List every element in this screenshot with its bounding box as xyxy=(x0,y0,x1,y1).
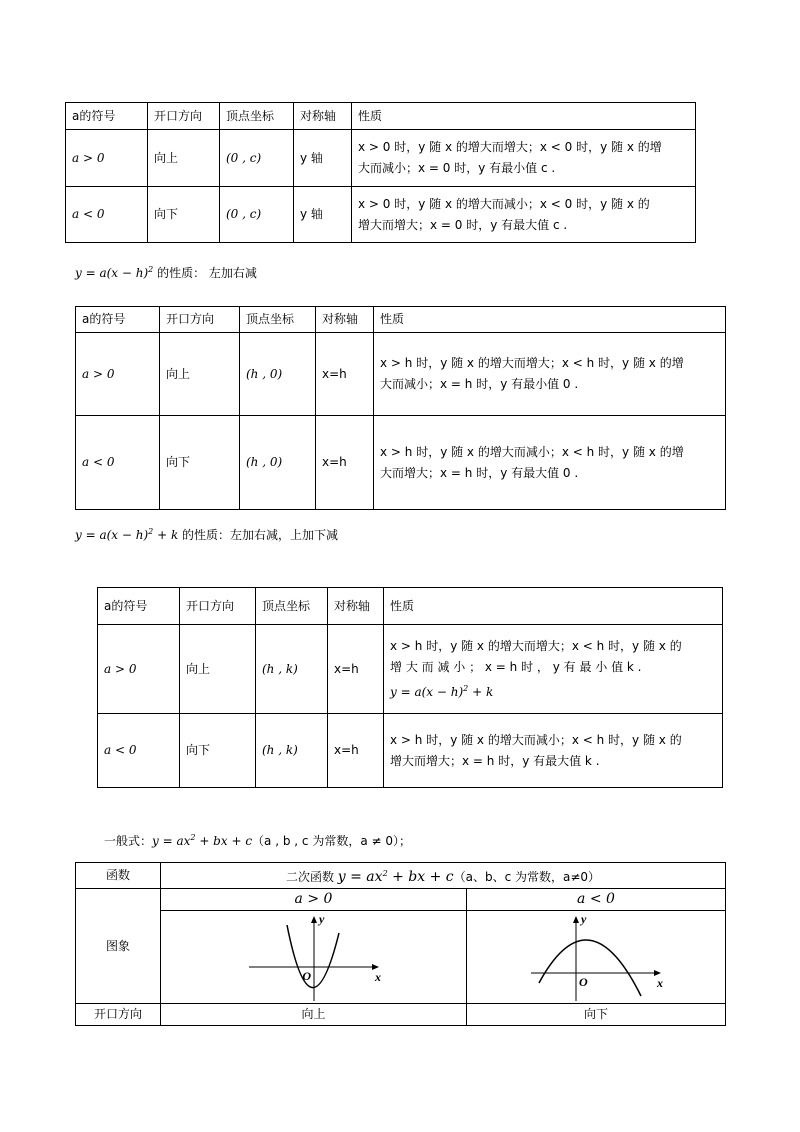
origin-label: O xyxy=(301,969,311,983)
table-row xyxy=(76,333,726,416)
vertex-cell: (h , 0) xyxy=(240,416,316,510)
vertex-cell: (h , k) xyxy=(256,714,328,788)
axis-cell: x=h xyxy=(328,714,384,788)
table-row-graphs xyxy=(76,911,726,1004)
vertex-cell: (h , 0) xyxy=(240,333,316,416)
header-sign: a的符号 xyxy=(66,103,148,130)
property-line: x > h 时，y 随 x 的增大而减小；x < h 时，y 随 x 的增 xyxy=(380,444,684,459)
function-exponent: 2 xyxy=(382,869,388,878)
open-direction-upward: 向上 xyxy=(161,1004,467,1026)
sign-cell: a < 0 xyxy=(66,187,148,243)
header-property: 性质 xyxy=(374,307,726,333)
table-row xyxy=(66,130,696,187)
caption-formula: y = ax xyxy=(152,834,191,848)
table-row xyxy=(66,187,696,243)
function-title xyxy=(161,863,726,889)
x-axis-label: x xyxy=(657,976,663,990)
property-line: x > h 时，y 随 x 的增大而增大；x < h 时，y 随 x 的 xyxy=(390,638,682,653)
upward-parabola-graph xyxy=(239,911,389,1003)
function-title-prefix: 二次函数 xyxy=(285,870,338,884)
sign-cell: a > 0 xyxy=(66,130,148,187)
sign-cell: a < 0 xyxy=(98,714,180,788)
axis-cell: x=h xyxy=(328,625,384,714)
header-open: 开口方向 xyxy=(180,588,256,625)
open-cell: 向上 xyxy=(160,333,240,416)
table-row xyxy=(76,416,726,510)
caption-text: 的性质： 左加右减 xyxy=(153,266,257,280)
axis-cell: y 轴 xyxy=(294,187,352,243)
property-line: 大而减小；x = h 时，y 有最小值 0 . xyxy=(380,377,579,391)
property-line: 增大而增大；x = 0 时，y 有最大值 c . xyxy=(358,217,568,232)
caption-formula-tail: + k xyxy=(153,528,179,542)
image-label: 图象 xyxy=(76,889,161,1004)
property-line: 增 大 而 减 小 ； x = h 时 ， y 有 最 小 值 k . xyxy=(390,659,642,674)
downward-parabola-graph xyxy=(521,911,671,1003)
header-axis: 对称轴 xyxy=(294,103,352,130)
header-property: 性质 xyxy=(384,588,723,625)
axis-cell: y 轴 xyxy=(294,130,352,187)
table-row xyxy=(98,625,723,714)
open-direction-downward: 向下 xyxy=(467,1004,726,1026)
property-formula-exponent: 2 xyxy=(463,683,469,693)
open-cell: 向上 xyxy=(180,625,256,714)
open-cell: 向下 xyxy=(180,714,256,788)
y-axis-arrow-icon xyxy=(311,916,317,923)
header-property: 性质 xyxy=(352,103,696,130)
header-axis: 对称轴 xyxy=(328,588,384,625)
header-open: 开口方向 xyxy=(148,103,220,130)
header-vertex: 顶点坐标 xyxy=(256,588,328,625)
property-line: x > h 时，y 随 x 的增大而增大；x < h 时，y 随 x 的增 xyxy=(380,356,684,370)
table-row-open-direction xyxy=(76,1004,726,1026)
property-formula: y = a(x − h) xyxy=(390,684,464,699)
sign-cell: a > 0 xyxy=(98,625,180,714)
header-sign: a的符号 xyxy=(98,588,180,625)
function-note: （a、b、c 为常数，a≠0） xyxy=(453,870,601,884)
caption-exponent: 2 xyxy=(190,833,196,842)
column-a-positive: a > 0 xyxy=(161,889,467,911)
header-axis: 对称轴 xyxy=(316,307,374,333)
caption-vertex-form-h xyxy=(75,264,257,281)
caption-vertex-form-hk xyxy=(75,526,338,543)
table-header-row xyxy=(66,103,696,130)
parabola-curve xyxy=(539,940,641,996)
caption-text: 的性质：左加右减，上加下减 xyxy=(178,528,339,542)
open-cell: 向下 xyxy=(160,416,240,510)
function-formula: y = ax xyxy=(337,869,383,885)
caption-general-form xyxy=(104,832,411,849)
property-cell xyxy=(352,130,696,187)
sign-cell: a < 0 xyxy=(76,416,160,510)
table-row xyxy=(98,714,723,788)
table-header-row xyxy=(98,588,723,625)
table-header-row xyxy=(76,307,726,333)
property-formula-line xyxy=(390,678,716,703)
property-cell xyxy=(384,714,723,788)
caption-prefix: 一般式： xyxy=(104,834,153,848)
x-axis-label: x xyxy=(374,970,381,984)
table-general-form xyxy=(75,862,726,1026)
property-line: 大而增大；x = h 时，y 有最大值 0 . xyxy=(380,465,579,480)
sign-cell: a > 0 xyxy=(76,333,160,416)
table-vertex-form-h xyxy=(75,306,726,510)
caption-text: （a , b , c 为常数，a ≠ 0）； xyxy=(252,834,411,848)
function-label: 函数 xyxy=(76,863,161,889)
origin-label: O xyxy=(579,975,588,989)
property-cell xyxy=(352,187,696,243)
graph-cell-upward xyxy=(161,911,467,1004)
property-line: x > h 时，y 随 x 的增大而减小；x < h 时，y 随 x 的 xyxy=(390,732,682,747)
function-formula-tail: + bx + c xyxy=(387,869,454,885)
caption-formula: y = a(x − h) xyxy=(75,528,149,542)
axis-cell: x=h xyxy=(316,333,374,416)
vertex-cell: (0 , c) xyxy=(220,130,294,187)
property-formula-tail: + k xyxy=(468,684,494,699)
property-line: x > 0 时，y 随 x 的增大而增大；x < 0 时，y 随 x 的增 xyxy=(358,140,662,154)
caption-exponent: 2 xyxy=(148,265,154,274)
property-cell xyxy=(374,333,726,416)
header-open: 开口方向 xyxy=(160,307,240,333)
table-vertex-form-c xyxy=(65,102,696,243)
header-vertex: 顶点坐标 xyxy=(220,103,294,130)
open-cell: 向下 xyxy=(148,187,220,243)
header-sign: a的符号 xyxy=(76,307,160,333)
vertex-cell: (0 , c) xyxy=(220,187,294,243)
y-axis-arrow-icon xyxy=(573,916,579,923)
open-cell: 向上 xyxy=(148,130,220,187)
caption-formula: y = a(x − h) xyxy=(75,266,149,280)
caption-formula-tail: + bx + c xyxy=(195,834,253,848)
open-direction-label: 开口方向 xyxy=(76,1004,161,1026)
table-row-function xyxy=(76,863,726,889)
property-line: 大而减小；x = 0 时，y 有最小值 c . xyxy=(358,161,556,175)
property-cell xyxy=(384,625,723,714)
property-line: 增大而增大；x = h 时，y 有最大值 k . xyxy=(390,753,600,768)
property-cell xyxy=(374,416,726,510)
header-vertex: 顶点坐标 xyxy=(240,307,316,333)
y-axis-label: y xyxy=(318,912,324,926)
axis-cell: x=h xyxy=(316,416,374,510)
table-vertex-form-hk xyxy=(97,587,723,788)
table-row-sign xyxy=(76,889,726,911)
property-line: x > 0 时，y 随 x 的增大而减小；x < 0 时，y 随 x 的 xyxy=(358,196,650,211)
y-axis-label: y xyxy=(581,912,587,926)
graph-cell-downward xyxy=(467,911,726,1004)
column-a-negative: a < 0 xyxy=(467,889,726,911)
vertex-cell: (h , k) xyxy=(256,625,328,714)
caption-exponent: 2 xyxy=(148,527,154,536)
parabola-curve xyxy=(287,925,339,988)
